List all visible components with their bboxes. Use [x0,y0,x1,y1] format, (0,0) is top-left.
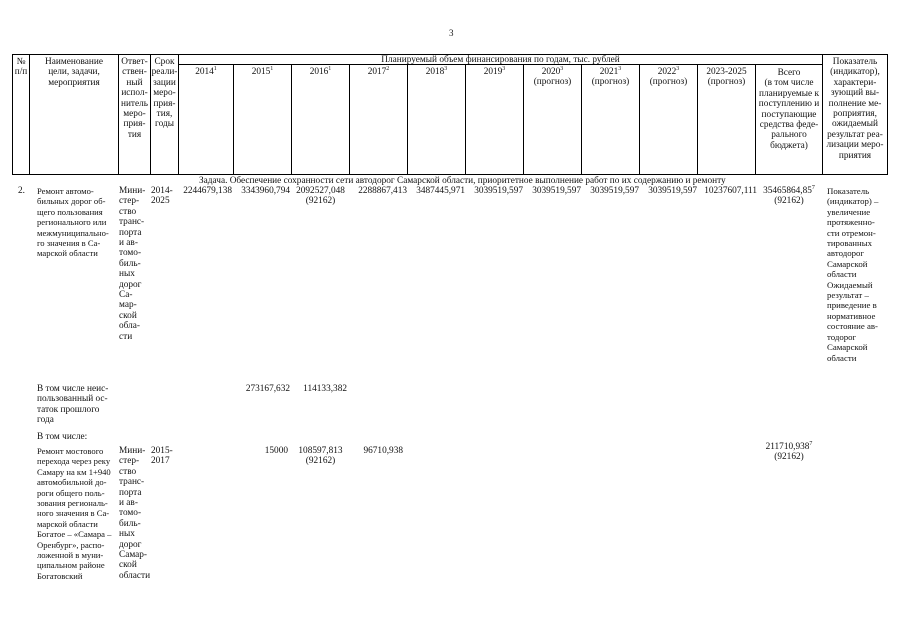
row-2-name: Ремонт мостового перехода через реку Самару на км 1+940 автомобильной до- роги общего поль- зования региональ- ного значения в Са- марской области Богатое – «Самара – Оренбург», распо- ложенной в муни- ципальном районе Богатовский [37,446,112,581]
row-1-term: 2014- 2025 [151,186,173,207]
row-1-indicator: Показатель (индикатор) – увеличение протяженно- сти отремон- тированных автодорог Самарской области Ожидаемый результат – приведение в нормативное состояние ав- тодорог Самарской области [827,186,879,363]
header-year-2018: 2018$^3$ [425,65,448,77]
row-1-total: 35465864,85$^7$ (92162) [763,184,815,207]
page-number: 3 [449,28,454,38]
header-financing-title: Планируемый объем финансирования по годам, тыс. рублей [381,55,620,65]
row-unused-name: В том числе неис- пользованный ос- таток прошлого года [37,384,109,426]
row-2-value-2016: 108597,813 (92162) [298,446,343,467]
row-1-value-2014: 2244679,138 [183,186,232,196]
row-1-value-2016: 2092527,048 (92162) [296,186,345,207]
row-1-value-2020: 3039519,597 [532,186,581,196]
row-2-value-2017: 96710,938 [363,446,403,456]
header-year-2021: 2021$^3$ (прогноз) [591,65,630,88]
row-1-value-2015: 3343960,794 [241,186,290,196]
row-unused-value-2015: 273167,632 [245,384,290,394]
row-1-name: Ремонт автомо- бильных дорог об- щего пользования регионального или межмуниципально- го значения в Са- марской области [37,186,109,259]
row-1-responsible: Мини- стер- ство транс- порта и ав- томо- биль- ных дорог Са- мар- ской обла- сти [119,186,146,342]
header-year-2020: 2020$^3$ (прогноз) [533,65,572,88]
row-2-value-2015: 15000 [264,446,288,456]
header-year-2023-2025: 2023-2025 (прогноз) [706,67,747,88]
row-1-value-2019: 3039519,597 [474,186,523,196]
task-title: Задача. Обеспечение сохранности сети автодорог Самарской области, приоритетное выполнение работ по их содержанию и ремонту [199,176,726,186]
row-2-term: 2015- 2017 [151,446,173,467]
row-1-number: 2. [18,186,25,196]
row-1-value-2021: 3039519,597 [590,186,639,196]
header-year-2016: 2016$^1$ [309,65,332,77]
header-year-2019: 2019$^3$ [483,65,506,77]
row-1-value-2022: 3039519,597 [648,186,697,196]
header-term: Срок реали- зации меро- прия- тия, годы [151,57,178,130]
row-2-responsible: Мини- стер- ство транс- порта и ав- томо- биль- ных дорог Самар- ской области [119,446,151,581]
header-year-2017: 2017$^2$ [367,65,390,77]
header-indicator: Показатель (индикатор), характери- зующий вы- полнение ме- роприятия, ожидаемый результат реа- лизации меро- приятия [826,57,884,161]
header-name: Наименование цели, задачи, мероприятия [45,57,103,88]
row-1-value-2017: 2288867,413 [358,186,407,196]
row-unused-value-2016: 114133,382 [303,384,347,394]
row-1-value-2023-2025: 10237607,111 [704,186,757,196]
header-year-2015: 2015$^1$ [251,65,274,77]
row-1-value-2018: 3487445,971 [416,186,465,196]
header-year-2022: 2022$^3$ (прогноз) [649,65,688,88]
header-total: Всего (в том числе планируемые к поступлению и поступающие средства феде- рального бюджета) [758,68,820,151]
row-2-total: 211710,938$^7$ (92162) [765,440,813,463]
header-number: № п/п [14,57,28,78]
row-including-label: В том числе: [37,432,88,442]
header-responsible: Ответ- ствен- ный испол- нитель меро- прия- тия [120,57,149,140]
header-year-2014: 2014$^1$ [195,65,217,77]
